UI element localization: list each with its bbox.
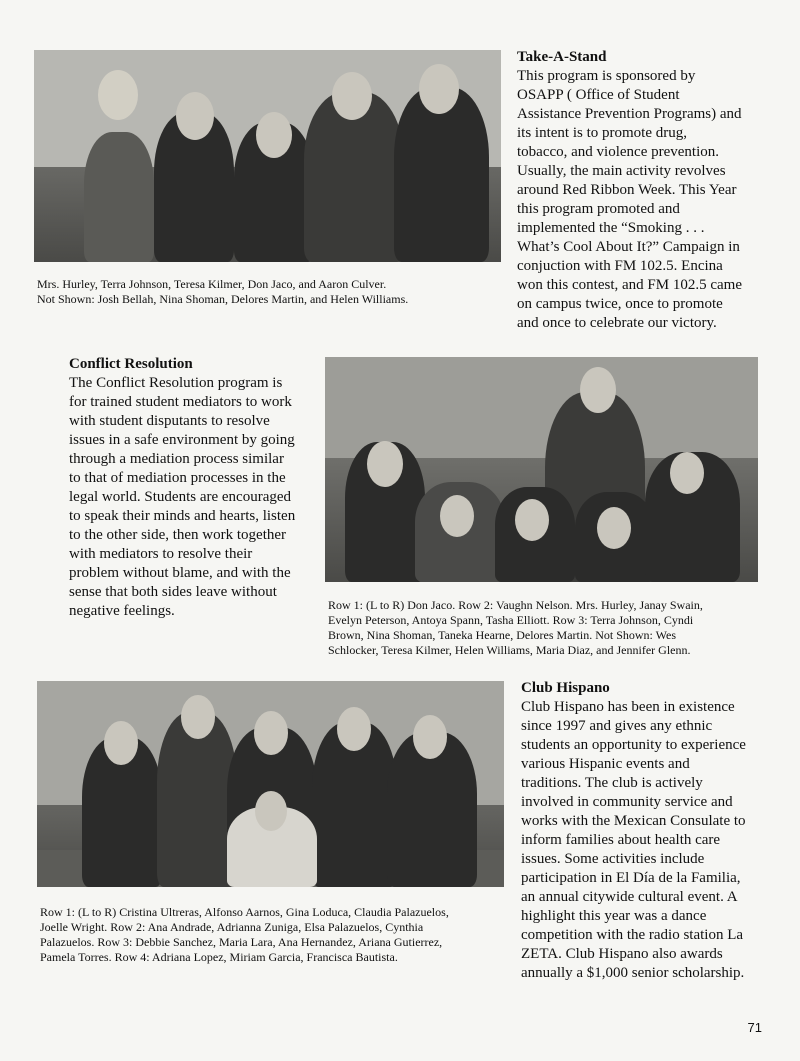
conflict-resolution-caption: Row 1: (L to R) Don Jaco. Row 2: Vaughn Nelson. Mrs. Hurley, Janay Swain, Evelyn Peterson, Antoya Spann, Tasha Elliott. Row 3: Terra Johnson, Cyndi Brown, Nina Shoman, Taneka Hearne, Delores Martin. Not Shown: Wes Schlocker, Teresa Kilmer, Helen Williams, Maria Diaz, and Jennifer Glenn.	[328, 598, 703, 657]
take-a-stand-body: This program is sponsored by OSAPP ( Office of Student Assistance Prevention Programs) and its intent is to promote drug, tobacco, and violence prevention. Usually, the main activity revolves around Red Ribbon Week. This Year this program promoted and implemented the “Smoking . . . What’s Cool About It?” Campaign in conjuction with FM 102.5. Encina won this contest, and FM 102.5 came on campus twice, once to promote and once to celebrate our victory.	[517, 68, 742, 331]
club-hispano-photo	[37, 681, 504, 887]
take-a-stand-heading: Take-A-Stand	[517, 49, 607, 65]
conflict-resolution-photo	[325, 357, 758, 582]
club-hispano-body: Club Hispano has been in existence since 1997 and gives any ethnic students an opportunity to experience various Hispanic events and traditions. The club is actively involved in community service and works with the Mexican Consulate to inform families about health care issues. Some activities include participation in El Día de la Familia, an annual citywide cultural event. A highlight this year was a dance competition with the radio station La ZETA. Club Hispano also awards annually a $1,000 senior scholarship.	[521, 699, 746, 981]
page-number: 71	[747, 1020, 762, 1035]
take-a-stand-caption: Mrs. Hurley, Terra Johnson, Teresa Kilmer, Don Jaco, and Aaron Culver. Not Shown: Josh Bellah, Nina Shoman, Delores Martin, and Helen Williams.	[37, 277, 409, 306]
club-hispano-caption: Row 1: (L to R) Cristina Ultreras, Alfonso Aarnos, Gina Loduca, Claudia Palazuelos, Joelle Wright. Row 2: Ana Andrade, Adrianna Zuniga, Elsa Palazuelos, Cynthia Palazuelos. Row 3: Debbie Sanchez, Maria Lara, Ana Hernandez, Ariana Gutierrez, Pamela Torres. Row 4: Adriana Lopez, Miriam Garcia, Francisca Bautista.	[40, 905, 449, 964]
club-hispano-heading: Club Hispano	[521, 680, 610, 696]
take-a-stand-photo	[34, 50, 501, 262]
conflict-resolution-heading: Conflict Resolution	[69, 356, 193, 372]
conflict-resolution-body: The Conflict Resolution program is for trained student mediators to work with student disputants to resolve issues in a safe environment by going through a mediation process similar to that of mediation processes in the legal world. Students are encouraged to speak their minds and hearts, listen to the other side, then work together with mediators to resolve their problem without blame, and with the sense that both sides leave without negative feelings.	[69, 375, 296, 619]
